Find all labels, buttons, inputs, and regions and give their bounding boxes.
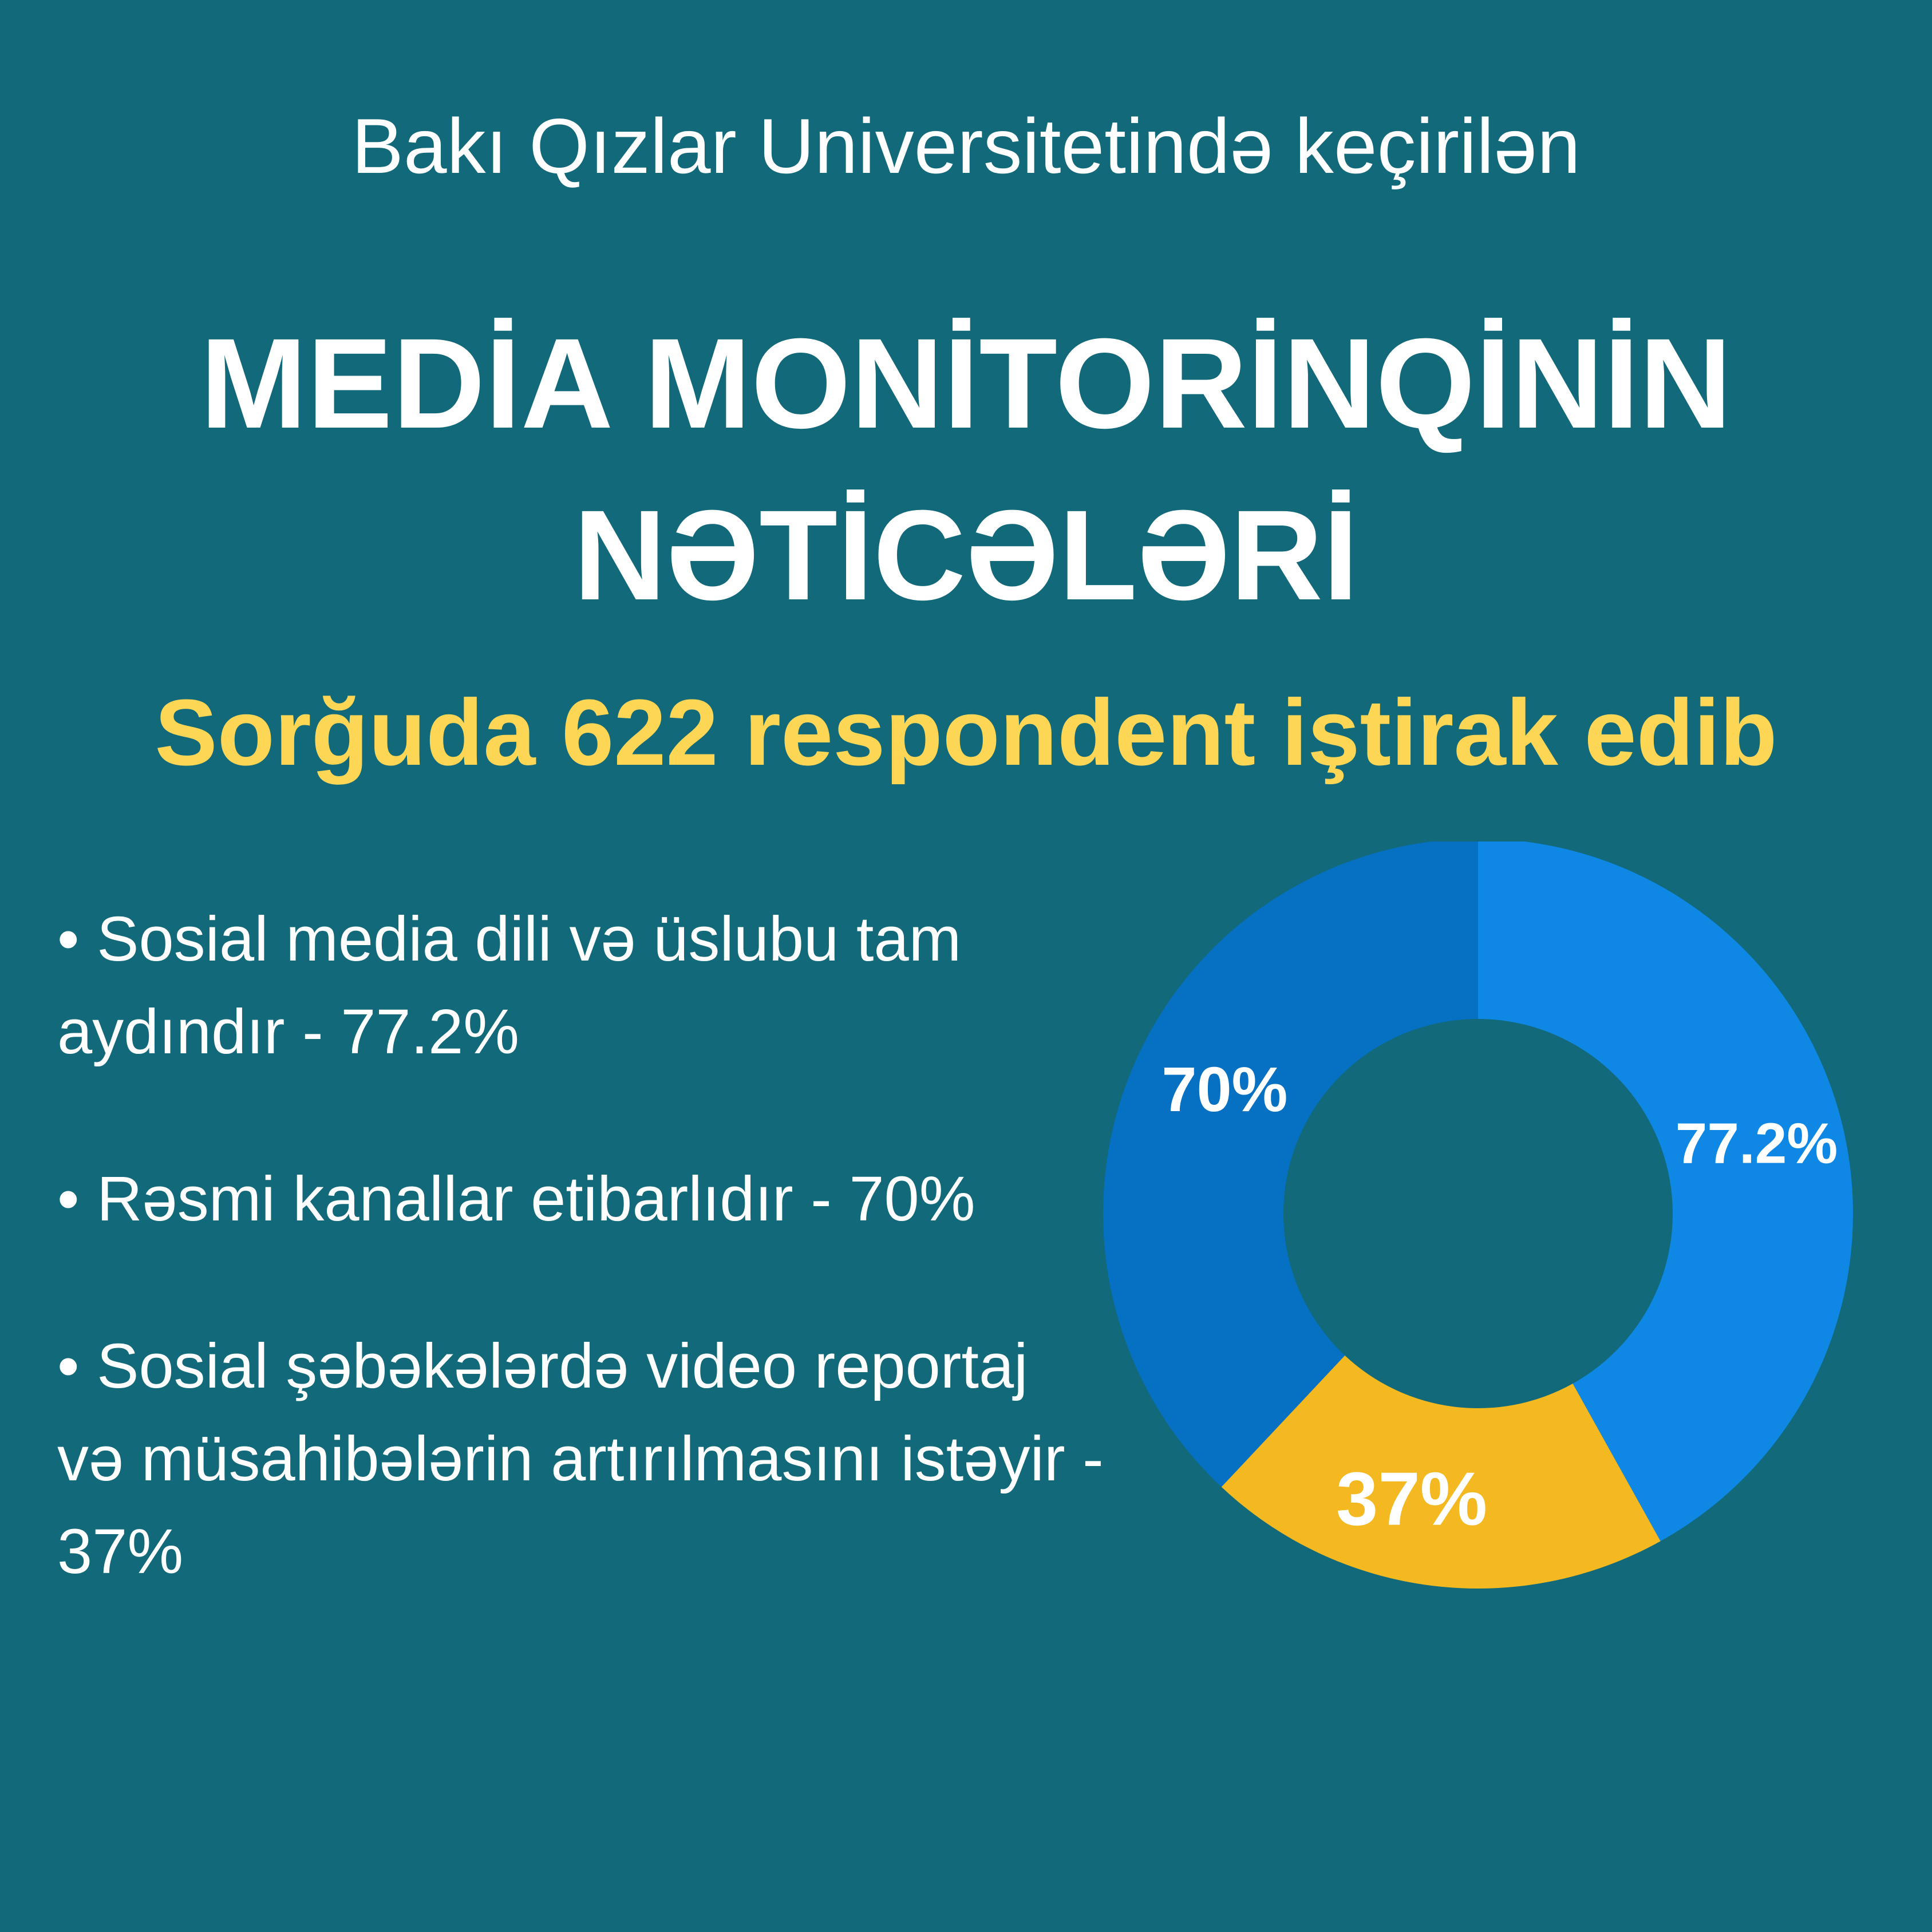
- donut-label-3: 70%: [1161, 1054, 1288, 1125]
- finding-item-3: • Sosial şəbəkələrdə video reportaj və müsahibələrin artırılmasını istəyir - 37%: [57, 1331, 1104, 1587]
- donut-chart: [1099, 841, 1866, 1609]
- page-title: [0, 298, 1932, 641]
- header-subtitle: Bakı Qızlar Universitetində keçirilən: [351, 102, 1581, 189]
- finding-item-1: • Sosial media dili və üslubu tam aydındır - 77.2%: [57, 904, 962, 1067]
- donut-label-1: 77.2%: [1675, 1111, 1838, 1176]
- finding-item-2: • Rəsmi kanallar etibarlıdır - 70%: [57, 1164, 975, 1234]
- respondent-count-highlight: Sorğuda 622 respondent iştirak edib: [155, 680, 1777, 785]
- donut-label-2: 37%: [1336, 1456, 1488, 1541]
- findings-list: [57, 893, 1105, 1673]
- donut-slice-3: [1103, 841, 1478, 1487]
- title-line-1: MEDİA MONİTORİNQİNİN: [200, 312, 1732, 455]
- title-line-2: NƏTİCƏLƏRİ: [573, 484, 1359, 627]
